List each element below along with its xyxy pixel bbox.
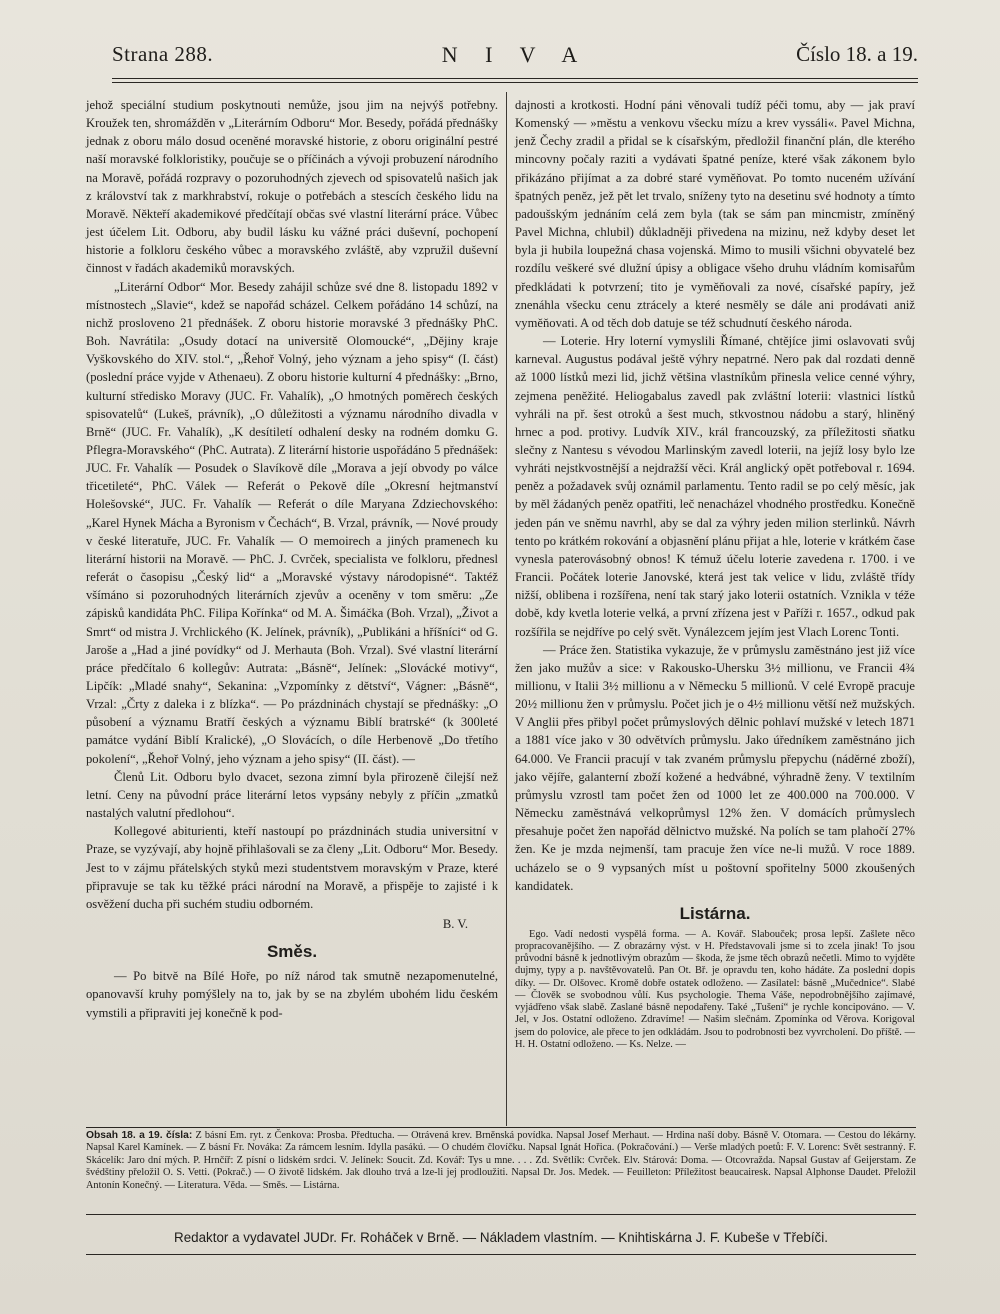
header-rule-bottom (112, 82, 918, 83)
section-title-listarna: Listárna. (679, 903, 751, 923)
issue-contents (86, 1130, 916, 1192)
left-column (86, 96, 498, 1022)
contents-label: Obsah 18. a 19. čísla: (86, 1130, 193, 1141)
issue-number: Číslo 18. a 19. (796, 42, 918, 66)
article-paragraph: jehož speciální studium poskytnouti nemůže, jsou jim na nejvýš potřebny. Kroužek ten, shromážděn v „Literárním Odboru“ Mor. Besedy, pořádá přednášky jednak z oboru málo dosud oceněné moravské historie, z oboru originální pestré naší moravské folkloristiky, poučuje se o příčinách a vývoji probuzení národního na Moravě, pořádá rozpravy o pozoruhodných zjevech od spisovatelů našich jak z království tak z markhrabství, rokuje o potřebách a stescích českého lidu na Moravě. Někteří akademikové předčítají občas své vlastní literární práce. Vůbec jest účelem Lit. Odboru, aby budil lásku ku vážné práci duševní, pochopení historie a folkloru českého vůbec a moravského zvláště, aby vzpružil duševní činnost v řadách akademiků moravských. (86, 98, 498, 276)
article-paragraph: Kollegové abiturienti, kteří nastoupí po prázdninách studia universitní v Praze, se vyzývají, aby hojně přihlašovali se za členy „Lit. Odboru“ Mor. Besedy. Jest to v zájmu přátelských styků mezi studentstvem moravským v Praze, které připravuje se tak ku těžké práci národní na Moravě, a přispěje to zajisté i k osvěžení ducha při suchém studiu odborném. (86, 824, 498, 911)
right-column (515, 96, 915, 1051)
article-paragraph: — Po bitvě na Bílé Hoře, po níž národ tak smutně nezapomenutelné, opanovavší kruhy pomýšlely na to, jak by se na zbylém ubohém lidu českém vymstili a připraviti jej konečně k pod- (86, 969, 498, 1020)
page-number: Strana 288. (112, 42, 214, 66)
section-title-smes: Směs. (266, 942, 318, 962)
header-rule-top (112, 78, 918, 79)
magazine-title: N I V A (441, 42, 589, 67)
article-paragraph: Členů Lit. Odboru bylo dvacet, sezona zimní byla přirozeně čilejší než letní. Ceny na původní práce literární letos vypsány nebyly z příčin „zmatků nastalých valutní předlohou“. (86, 769, 498, 821)
letters-section (515, 929, 915, 1051)
article-paragraph: — Loterie. Hry loterní vymyslili Římané, chtějíce jimi oslavovati svůj karneval. Augustus podával ještě výhry nepatrné. Nero pak dal rozdati denně až 1000 lístků mezi lid, jichž většina vlastníkům přinesla velice cenné výhry, zejmena peněžité. Heliogabalus zavedl pak zvláštní loterii: vlastnici lístků vyhráli na př. šest otroků a šest much, stkvostnou nádobu a starý, hliněný hrnec a pod. protivy. Ludvík XIV., král francouzský, za příležitosti sňatku slečny z Nantesu s vévodou Marlinským zavedl loterii, na jejíž losy bylo lze vyhráti nejstkvostnější a nejdražší věci. Král anglický opět potřeboval r. 1694. peněz a požadavek svůj oznámil parlamentu. Tento radil se po celý měsíc, jak by měl žádaných peněz opatřiti, leč nenacházel vhodného prostředku. Konečně jeden pán ve sněmu navrhl, aby se dal za výhry jeden milion sterlinků. Návrh tento po krátkém rokování a objasnění plánu přijat a hle, loterie v krátkém čase vynesla paterονásobný obnos! K témuž účelu loterie zavedena r. 1700. i ve Francii. Počátek loterie Janovské, která jest tak velice v lidu, zvláště třídy nižší, oblibena i rozšířena, není tak starý jako loterii ostatních. Vznikla v téže době, kdy kvetla loterie velká, a první zřízena jest v Paříži r. 1657., odkud pak rozšířila se nejdříve po celý svět. Vynálezcem jejím jest Vlach Lorenc Tonti. (515, 334, 915, 639)
article-paragraph: — Práce žen. Statistika vykazuje, že v průmyslu zaměstnáno jest již více žen jako mužův a sice: v Rakousko-Uhersku 3½ millionu, ve Francii 4¾ millionu, v Italii 3½ millionu a v Německu 5 millionů. V celé Evropě pracuje 20½ millionu žen v průmyslu. Počet jich je o 4½ millionu větší než mužských. V Anglii přes přibyl počet průmyslových dělnic pohlaví mužské v letech 1871 a 1881 více jako v 30 odvětvích průmyslu. Jako úředníkem zaměstnáno jich 64.000. Ve Francii pracují v tak zvaném průmyslu přepychu (náděrné zboží), jako vějíře, galanterní zboží kožené a hedvábné, výhradně ženy. V textilním průmyslu vzrostl tam počet žen od 1000 let ze 400.000 na 700.000. V Německu zaměstnává velkoprůmysl 12% žen. V domácích průmyslech přesahuje počet žen napořád dělnictvo mužské. Na polích se tam plahočí 27% žen. Ke je mzda nejmenší, tam pracuje žen více ne-li mužů. V roce 1889. ucházelo se o 9 vypsaných míst u poštovní spořitelny 5000 zkoušených kandidatek. (515, 642, 915, 893)
column-divider (506, 92, 507, 1126)
contents-text: Z básní Em. ryt. z Čenkova: Prosba. Předtucha. — Otrávená krev. Brněnská povídka. Napsal Josef Merhaut. — Hrdina naší doby. Básně V. Otomara. — Cestou do lékárny. Napsal Karel Kamínek. — Z básní Fr. Nováka: Za rámcem lesním. Idylla pasákú. — O chudém človíčku. Napsal Ignát Hořica. (Pokračování.) — Verše mladých poetů: F. V. Lorenc: Svět sestranný. F. Skácelík: Jaro dní mých. P. Hrnčíř: Z písní o lidském srdci. V. Jelínek: Soucit. Zd. Kovář: Tys u mne. . . . Zd. Světlík: Cvrček. Elv. Stárová: Doma. — Otcovražda. Napsal Gustav af Geijerstam. Ze švédštiny přeložil O. S. Vetti. (Pokrač.) — O životě lidském. Jak dlouho trvá a lze-li jej prodloužiti. Napsal Dr. Jos. Medek. — Feuilleton: Příležitost beaucairesk. Napsal Alphonse Daudet. Přeložil Antonín Konečný. — Literatura. Věda. — Směs. — Listárna. (86, 1130, 916, 1191)
letters-text: Ego. Vadí nedosti vyspělá forma. — A. Kovář. Slabouček; prosa lepší. Zašlete něco propracovanějšího. — Z obrazárny výst. v H. Představovali jsme si to zcela jinak! To jsou průvodní básně k jednotlivým obrazům — škoda, že jsme těch obrazů nečetli. Mimo to vyjděte dujmy, typy a p. navštěvovatelů. Pan Ot. Bř. je opravdu ten, koho hádáte. Za poslední dopis díky. — Dr. Olšovec. Kromě dobře ostatek odloženo. — Zasílatel: básně „Mučednice“. Slabé — Člověk se svobodnou vůlí. Kus psychologie. Thema Váše, nepodrobnějšího zajímavé, vyjádřeno však slabě. Zaslané básně nepodařeny. Také „Tušení“ je rychle koncipováno. — V. Jel, v Jos. Ostatní odloženo. Zdravíme! — Našim slečnám. Zpomínka od Věrova. Korigoval jsem do polovice, ale přece to jen odkládám. Jsou to podrobnosti bez vyvrcholení. Do příště. — H. H. Ostatní odloženo. — Ks. Nelze. — (515, 928, 915, 1050)
footer-rule-bottom (86, 1254, 916, 1255)
article-paragraph: dajnosti a krotkosti. Hodní páni věnovali tudíž péči tomu, aby — jak praví Komenský — »městu a venkovu všecku mízu a krev vyssáli«. Pavel Michna, jenž Čechy zradil a přidal se k císařským, předložil finanční plán, dle kterého mincovny počaly raziti a vydávati špatné peníze, které však zákonem bylo přikázáno přijímat a za dobré staré vyměňovat. Po tomto nuceném užívání špatných peněz, jež pět let trvalo, sníženy tyto na desetinu své hodnoty a tímto padoušským jednáním celá zem byla (tak se sám pan mincmistr, zmíněný Pavel Michna, chlubil) důkladněji přivedena na mizinu, než kdyby deset let byla ji hubila loupežná chasa vojenská. Mimo to musili všichni obyvatelé bez rozdílu veškeré své dlužní úpisy a obligace všeho druhu vládním komisařům předkládati k potvrzení; tito je vyměňovali za nové, císařské papíry, jež znenáhla všecku cenu ztrácely a které nesměly se dále ani prodávati aniž vyměňovati. A od těch dob datuje se též schudnutí českého národa. (515, 98, 915, 330)
article-paragraph: „Literární Odbor“ Mor. Besedy zahájil schůze své dne 8. listopadu 1892 v místnostech „Slavie“, kdež se napořád scházel. Celkem pořádáno 14 schůzí, na nichž prosloveno 21 přednášek. Z oboru historie moravské 3 přednášky PhC. Boh. Navrátila: „Osudy dotací na universitě Olomoucké“, „Dějiny kraje Vyškovského do XIV. stol.“, „Řehoř Volný, jeho význam a jeho spisy“ (I. část) (poslední práce vyjde v Athenaeu). Z oboru historie kulturní 4 přednášky: „Brno, kulturní středisko Moravy (JUC. Fr. Vahalík), „O hmotných poměrech českých spisovatelů“ (Lukeš, právník), „O důležitosti a významu národního divadla v Brně“ (JUC. Fr. Vahalík), „K desítiletí odhalení desky na rodném domku G. Pflegra-Moravského“ (PhC. Autrata). Z literární historie uspořádáno 5 přednášek: JUC. Fr. Vahalík — Posudek o Slavíkově díle „Morava a její obvody po válce třicetileté“, PhC. Válek — Referát o Pekově díle „Okresní hejtmanství Holešovské“, JUC. Fr. Vahalík — Referát o díle Maryana Zdziechovského: „Karel Hynek Mácha a Byronism v Čechách“, B. Vrzal, právník, — Nové proudy v české literatuře, JUC. Fr. Vahalík — O memoirech a jiných pramenech ku literární historii na Moravě. — PhC. J. Cvrček, specialista ve folkloru, přednesl referát o časopisu „Český lid“ a „Moravské výstavy národopisné“. Taktéž všímáno si pozoruhodných literárních zjevův a oceněny v tom směru: „Ze zápisků kandidáta PhC. Filipa Kořínka“ od M. A. Šimáčka (Boh. Vrzal), „Život a Smrt“ od mistra J. Vrchlického (K. Jelínek, právník), „Publikáni a hříšníci“ od G. Jaroše a „Had a jiné povídky“ od J. Merhauta (Boh. Vrzal). Své vlastní literární práce předčítalo 6 kollegův: Autrata: „Básně“, Jelínek: „Slovácké motivy“, Lipčík: „Mladé snahy“, Sekanina: „Vzpomínky z dětství“, Vágner: „Básně“, Vrzal: „Črty z daleka i z blízka“. — Po prázdninách chystají se přednášky: „O působení a významu Bratří českých a významu Biblí bratrské“ (k 300leté památce vydání Biblí Kralické), „O Slovácích, o díle Herbenově „Do třetího pokolení“, „Řehoř Volný, jeho význam a jeho spisy“ (II. část). — (86, 279, 498, 766)
author-signoff: B. V. (442, 917, 468, 932)
footer-rule-top (86, 1214, 916, 1215)
imprint-footer: Redaktor a vydavatel JUDr. Fr. Roháček v Brně. — Nákladem vlastním. — Knihtiskárna J. F. Kubeše v Třebíči. (174, 1230, 828, 1245)
contents-rule (86, 1127, 916, 1128)
page-header (112, 40, 918, 80)
